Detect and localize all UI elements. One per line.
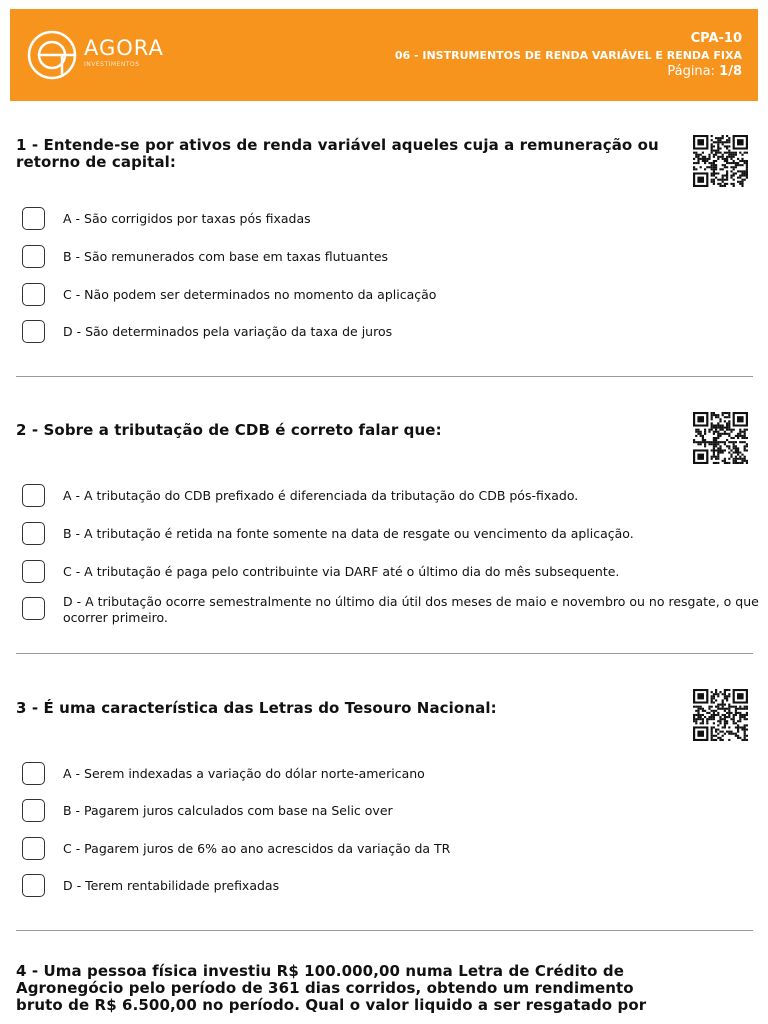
subject-title: 06 - INSTRUMENTOS DE RENDA VARIÁVEL E RENDA FIXA: [394, 49, 742, 62]
page-label: Página:: [667, 64, 720, 79]
option-label: B - São remunerados com base em taxas flutuantes: [63, 249, 389, 264]
question-divider: [16, 653, 753, 654]
option-label: C - A tributação é paga pelo contribuinte via DARF até o último dia do mês subsequente.: [63, 564, 620, 579]
question-text: 4 - Uma pessoa física investiu R$ 100.000,00 numa Letra de Crédito de Agronegócio pelo período de 361 dias corridos, obtendo um rendimento bruto de R$ 6.500,00 no período. Qual o valor liquido a ser resgatado por: [16, 962, 647, 1014]
option-label: C - Não podem ser determinados no momento da aplicação: [63, 287, 437, 302]
option-label: D - A tributação ocorre semestralmente no último dia útil dos meses de maio e novembro ou no resgate, o que ocorrer primeiro.: [63, 594, 759, 625]
answer-checkbox[interactable]: [22, 207, 45, 230]
option-label: B - Pagarem juros calculados com base na Selic over: [63, 803, 393, 818]
option-label: A - A tributação do CDB prefixado é diferenciada da tributação do CDB pós-fixado.: [63, 488, 579, 503]
option-label: B - A tributação é retida na fonte somente na data de resgate ou vencimento da aplicação.: [63, 526, 634, 541]
answer-checkbox[interactable]: [22, 874, 45, 897]
agora-logo-icon: [26, 29, 78, 81]
header-info: [395, 31, 742, 80]
answer-checkbox[interactable]: [22, 522, 45, 545]
answer-checkbox[interactable]: [22, 484, 45, 507]
answer-checkbox[interactable]: [22, 597, 45, 620]
answer-checkbox[interactable]: [22, 837, 45, 860]
brand-name: AGORA: [84, 36, 164, 60]
question-divider: [16, 376, 753, 377]
exam-code: CPA-10: [690, 31, 742, 46]
question-text: 2 - Sobre a tributação de CDB é correto falar que:: [16, 421, 442, 439]
answer-checkbox[interactable]: [22, 762, 45, 785]
question-divider: [16, 930, 753, 931]
qr-code-icon: [693, 689, 748, 741]
question-text: 1 - Entende-se por ativos de renda variável aqueles cuja a remuneração ou retorno de capital:: [16, 136, 659, 171]
brand-tagline: INVESTIMENTOS: [84, 61, 140, 68]
question-text: 3 - É uma característica das Letras do Tesouro Nacional:: [16, 699, 497, 717]
answer-checkbox[interactable]: [22, 799, 45, 822]
answer-checkbox[interactable]: [22, 320, 45, 343]
answer-checkbox[interactable]: [22, 245, 45, 268]
answer-checkbox[interactable]: [22, 560, 45, 583]
page-indicator: [395, 63, 742, 80]
qr-code-icon: [693, 412, 748, 464]
option-label: A - Serem indexadas a variação do dólar norte-americano: [63, 766, 425, 781]
page-number: 1/8: [719, 64, 742, 79]
answer-checkbox[interactable]: [22, 283, 45, 306]
page-header: [10, 9, 758, 101]
option-label: A - São corrigidos por taxas pós fixadas: [63, 211, 311, 226]
option-label: C - Pagarem juros de 6% ao ano acrescidos da variação da TR: [63, 841, 451, 856]
option-label: D - São determinados pela variação da taxa de juros: [63, 324, 393, 339]
qr-code-icon: [693, 135, 748, 187]
option-label: D - Terem rentabilidade prefixadas: [63, 878, 280, 893]
